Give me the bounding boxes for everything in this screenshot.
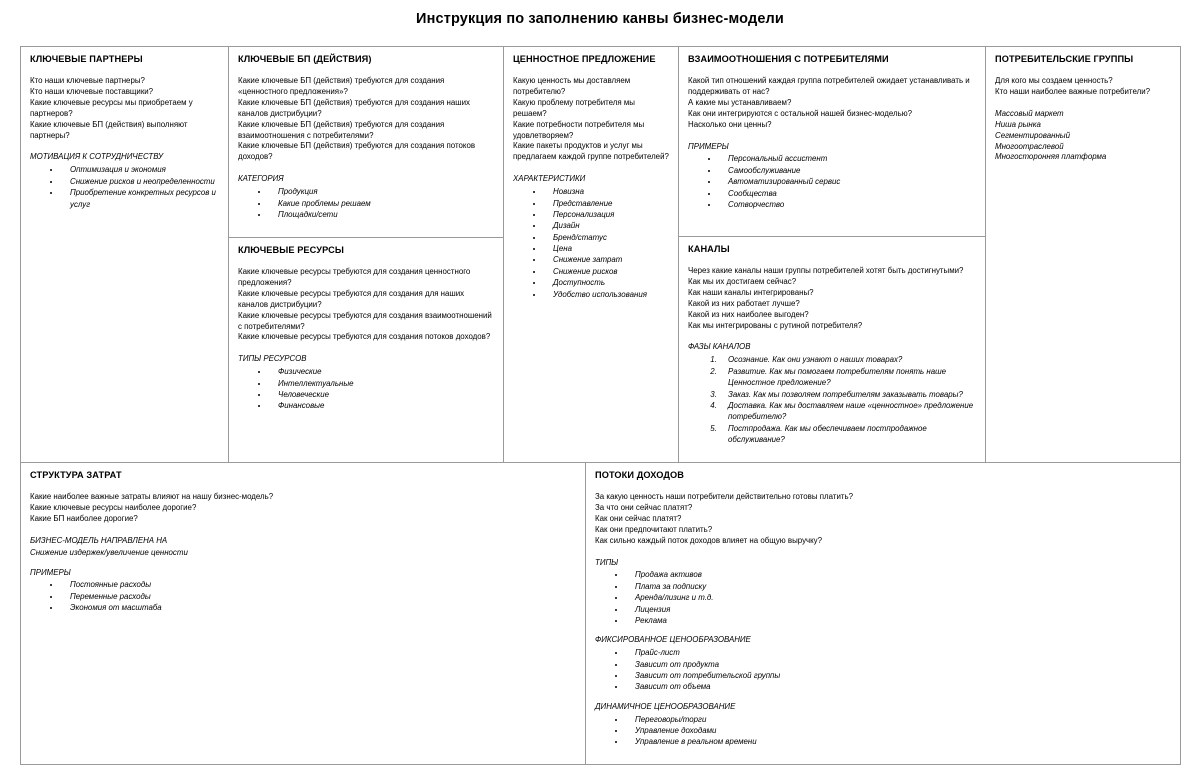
key-activities-list	[238, 186, 495, 220]
list-item: • Управление доходами	[626, 725, 1172, 736]
customer-segments-cell	[986, 47, 1180, 462]
list-item: • Самообслуживание	[719, 165, 977, 176]
question-line: Какие ключевые ресурсы наиболее дорогие?	[30, 502, 197, 512]
question-line: Какие ключевые БП (действия) требуются для создания потоков доходов?	[238, 141, 476, 162]
question-line: Как они интегрируются с остальной нашей бизнес-моделью?	[688, 108, 913, 118]
list-item: • Представление	[544, 198, 670, 209]
customer-segments-list	[995, 109, 1172, 164]
revenue-streams-questions	[595, 492, 1172, 547]
list-item: 1. Осознание. Как они узнают о наших товарах?	[719, 354, 977, 365]
list-item: Сегментированный	[995, 130, 1070, 140]
key-activities-subhead: КАТЕГОРИЯ	[238, 174, 284, 184]
customer-relationships-cell	[679, 47, 985, 237]
list-item: • Зависит от потребительской группы	[626, 670, 1172, 681]
channels-list	[688, 354, 977, 445]
cost-structure-questions	[30, 492, 577, 525]
value-proposition-cell	[504, 47, 678, 462]
revenue-dynamic-head: ДИНАМИЧНОЕ ЦЕНООБРАЗОВАНИЕ	[595, 701, 736, 711]
question-line: Какие пакеты продуктов и услуг мы предлагаем каждой группе потребителей?	[513, 141, 669, 162]
list-item: • Сотворчество	[719, 199, 977, 210]
list-item: • Постоянные расходы	[61, 579, 577, 590]
list-item: • Финансовые	[269, 400, 495, 411]
key-partners-subhead: МОТИВАЦИЯ К СОТРУДНИЧЕСТВУ	[30, 152, 164, 162]
key-resources-subhead: ТИПЫ РЕСУРСОВ	[238, 354, 307, 364]
question-line: Насколько они ценны?	[688, 119, 772, 129]
key-activities-title: КЛЮЧЕВЫЕ БП (ДЕЙСТВИЯ)	[238, 54, 372, 64]
question-line: Какие БП наиболее дорогие?	[30, 513, 138, 523]
question-line: Как они предпочитают платить?	[595, 524, 713, 534]
question-line: Какие потребности потребителя мы удовлетворяем?	[513, 119, 645, 140]
key-activities-cell	[229, 47, 503, 238]
question-line: Как наши каналы интегрированы?	[688, 287, 814, 297]
question-line: Как сильно каждый поток доходов влияет на общую выручку?	[595, 535, 823, 545]
key-partners-title: КЛЮЧЕВЫЕ ПАРТНЕРЫ	[30, 54, 143, 64]
question-line: Какие ключевые БП (действия) требуются для создания взаимоотношения с потребителями?	[238, 119, 445, 140]
question-line: Какой тип отношений каждая группа потребителей ожидает устанавливать и поддерживать от нас?	[688, 76, 970, 96]
list-item: • Дизайн	[544, 220, 670, 231]
list-item: • Персонализация	[544, 209, 670, 220]
question-line: Какие наиболее важные затраты влияют на нашу бизнес-модель?	[30, 492, 274, 502]
question-line: Какую проблему потребителя мы решаем?	[513, 97, 635, 118]
question-line: За что они сейчас платят?	[595, 502, 693, 512]
question-line: А какие мы устанавливаем?	[688, 97, 792, 107]
list-item: • Аренда/лизинг и т.д.	[626, 592, 1172, 603]
block-value-proposition	[504, 47, 679, 462]
question-line: Какие ключевые БП (действия) требуются для создания «ценностного предложения»?	[238, 76, 445, 96]
key-partners-cell	[21, 47, 228, 462]
question-line: Какие ключевые ресурсы требуются для создания потоков доходов?	[238, 332, 491, 342]
cost-structure-subline: Снижение издержек/увеличение ценности	[30, 547, 188, 557]
question-line: Какой из них работает лучше?	[688, 298, 800, 308]
list-item: • Новизна	[544, 186, 670, 197]
customer-segments-questions	[995, 76, 1172, 98]
cost-structure-subhead: БИЗНЕС-МОДЕЛЬ НАПРАВЛЕНА НА	[30, 535, 168, 545]
block-relationships-channels	[679, 47, 986, 462]
question-line: Какие ключевые ресурсы мы приобретаем у партнеров?	[30, 97, 193, 118]
list-item: 3. Заказ. Как мы позволяем потребителям заказывать товары?	[719, 389, 977, 400]
value-proposition-list	[513, 186, 670, 300]
revenue-fixed-head: ФИКСИРОВАННОЕ ЦЕНООБРАЗОВАНИЕ	[595, 635, 751, 645]
list-item: • Лицензия	[626, 604, 1172, 615]
canvas-top-row	[21, 47, 1180, 463]
list-item: Многосторонняя платформа	[995, 152, 1107, 162]
question-line: Какие ключевые ресурсы требуются для создания взаимоотношений с потребителями?	[238, 310, 492, 331]
value-proposition-title: ЦЕННОСТНОЕ ПРЕДЛОЖЕНИЕ	[513, 54, 656, 64]
list-item: 4. Доставка. Как мы доставляем наше «ценностное» предложение потребителю?	[719, 400, 977, 423]
question-line: Какую ценность мы доставляем потребителю?	[513, 76, 631, 96]
list-item: • Переменные расходы	[61, 591, 577, 602]
list-item: Многоотраслевой	[995, 141, 1064, 151]
key-resources-title: КЛЮЧЕВЫЕ РЕСУРСЫ	[238, 245, 344, 255]
list-item: • Зависит от продукта	[626, 659, 1172, 670]
question-line: Кто наши наиболее важные потребители?	[995, 86, 1150, 96]
page-title: Инструкция по заполнению канвы бизнес-модели	[416, 11, 784, 27]
list-item: Ниша рынка	[995, 119, 1041, 129]
list-item: 2. Развитие. Как мы помогаем потребителям понять наше Ценностное предложение?	[719, 366, 977, 389]
value-proposition-questions	[513, 76, 670, 163]
list-item: • Интеллектуальные	[269, 378, 495, 389]
list-item: • Физические	[269, 366, 495, 377]
question-line: Для кого мы создаем ценность?	[995, 76, 1113, 86]
list-item: • Продажа активов	[626, 569, 1172, 580]
key-resources-questions	[238, 267, 495, 343]
key-partners-questions	[30, 76, 220, 141]
list-item: • Снижение затрат	[544, 254, 670, 265]
question-line: Как мы интегрированы с рутиной потребителя?	[688, 320, 863, 330]
question-line: Какой из них наиболее выгоден?	[688, 309, 809, 319]
list-item: • Какие проблемы решаем	[269, 198, 495, 209]
list-item: • Оптимизация и экономия	[61, 164, 220, 175]
list-item: • Доступность	[544, 277, 670, 288]
key-resources-cell	[229, 238, 503, 462]
list-item: • Зависит от объема	[626, 681, 1172, 692]
list-item: • Приобретение конкретных ресурсов и услуг	[61, 187, 220, 210]
key-activities-questions	[238, 76, 495, 163]
list-item: • Человеческие	[269, 389, 495, 400]
revenue-fixed-list	[595, 647, 1172, 693]
value-proposition-subhead: ХАРАКТЕРИСТИКИ	[513, 174, 586, 184]
list-item: 5. Постпродажа. Как мы обеспечиваем постпродажное обслуживание?	[719, 423, 977, 446]
list-item: • Плата за подписку	[626, 581, 1172, 592]
list-item: Массовый маркет	[995, 108, 1064, 118]
list-item: • Управление в реальном времени	[626, 736, 1172, 747]
customer-relationships-questions	[688, 76, 977, 131]
channels-cell	[679, 237, 985, 462]
list-item: • Бренд/статус	[544, 232, 670, 243]
question-line: Какие ключевые БП (действия) выполняют партнеры?	[30, 119, 188, 140]
revenue-types-head: ТИПЫ	[595, 557, 619, 567]
list-item: • Реклама	[626, 615, 1172, 626]
block-key-activities-resources	[229, 47, 504, 462]
list-item: • Экономия от масштаба	[61, 602, 577, 613]
list-item: • Продукция	[269, 186, 495, 197]
customer-relationships-subhead: ПРИМЕРЫ	[688, 141, 729, 151]
list-item: • Цена	[544, 243, 670, 254]
list-item: • Удобство использования	[544, 289, 670, 300]
channels-subhead: ФАЗЫ КАНАЛОВ	[688, 342, 751, 352]
channels-questions	[688, 266, 977, 331]
canvas-bottom-row	[21, 463, 1180, 764]
customer-relationships-list	[688, 153, 977, 210]
cost-structure-list	[30, 579, 577, 613]
list-item: • Снижение рисков и неопределенности	[61, 176, 220, 187]
question-line: Через какие каналы наши группы потребителей хотят быть достигнутыми?	[688, 266, 964, 276]
business-model-canvas	[20, 46, 1181, 765]
question-line: Как мы их достигаем сейчас?	[688, 276, 797, 286]
block-key-partners	[21, 47, 229, 462]
block-cost-structure	[21, 463, 586, 764]
key-resources-list	[238, 366, 495, 412]
block-revenue-streams	[586, 463, 1180, 764]
revenue-types-list	[595, 569, 1172, 626]
revenue-dynamic-list	[595, 714, 1172, 748]
list-item: • Площадки/сети	[269, 209, 495, 220]
revenue-streams-title: ПОТОКИ ДОХОДОВ	[595, 470, 685, 480]
list-item: • Автоматизированный сервис	[719, 176, 977, 187]
block-customer-segments	[986, 47, 1180, 462]
list-item: • Сообщества	[719, 188, 977, 199]
list-item: • Снижение рисков	[544, 266, 670, 277]
question-line: Кто наши ключевые поставщики?	[30, 86, 154, 96]
cost-structure-title: СТРУКТУРА ЗАТРАТ	[30, 470, 122, 480]
key-partners-list	[30, 164, 220, 210]
question-line: За какую ценность наши потребители действительно готовы платить?	[595, 492, 853, 502]
list-item: • Персональный ассистент	[719, 153, 977, 164]
list-item: • Переговоры/торги	[626, 714, 1172, 725]
customer-segments-title: ПОТРЕБИТЕЛЬСКИЕ ГРУППЫ	[995, 54, 1134, 64]
question-line: Как они сейчас платят?	[595, 513, 682, 523]
question-line: Какие ключевые ресурсы требуются для создания для наших каналов дистрибуции?	[238, 288, 465, 309]
cost-structure-examples-head: ПРИМЕРЫ	[30, 567, 71, 577]
channels-title: КАНАЛЫ	[688, 244, 730, 254]
list-item: • Прайс-лист	[626, 647, 1172, 658]
question-line: Какие ключевые БП (действия) требуются для создания наших каналов дистрибуции?	[238, 97, 470, 118]
question-line: Какие ключевые ресурсы требуются для создания ценностного предложения?	[238, 267, 471, 287]
question-line: Кто наши ключевые партнеры?	[30, 76, 145, 86]
customer-relationships-title: ВЗАИМООТНОШЕНИЯ С ПОТРЕБИТЕЛЯМИ	[688, 54, 889, 64]
